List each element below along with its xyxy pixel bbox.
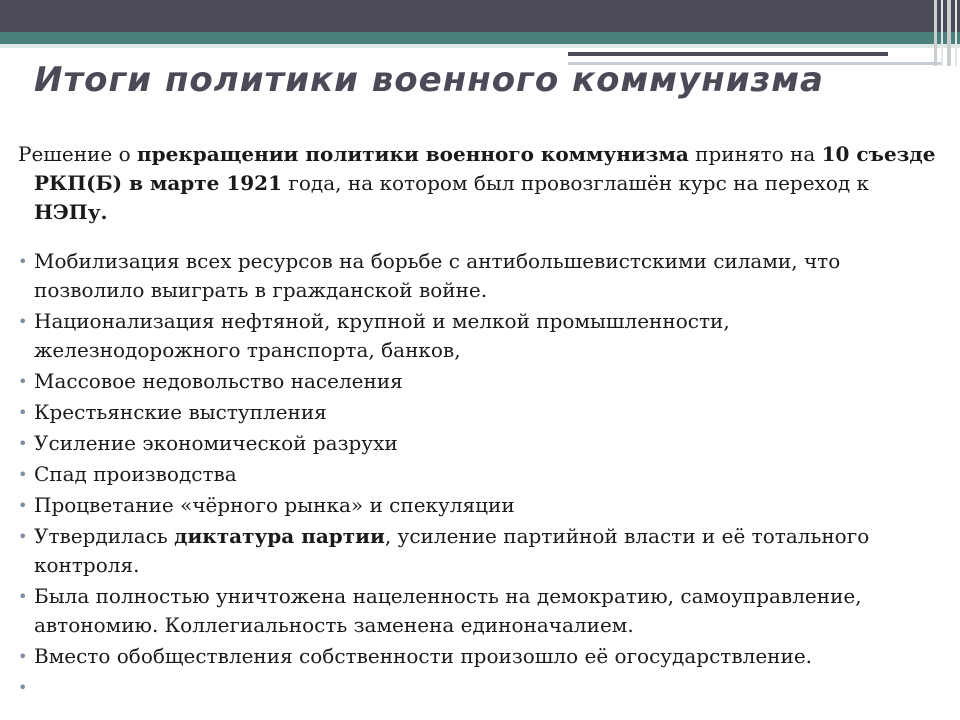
intro-bold-1: прекращении политики военного коммунизма (136, 142, 689, 166)
list-item-text: Утвердилась (34, 524, 175, 548)
list-item-text: Массовое недовольство населения (34, 369, 403, 393)
intro-text-3: года, на котором был провозглашён курс на переход к (282, 171, 870, 195)
bullet-icon: • (18, 647, 28, 666)
bullet-icon: • (18, 434, 28, 453)
title-accent-line (568, 52, 888, 56)
list-item (18, 522, 938, 580)
list-item-text: Была полностью уничтожена нацеленность на демократию, самоуправление, автономию. Коллегиальность заменена единоначалием. (34, 584, 862, 637)
intro-paragraph (18, 140, 938, 227)
bullet-icon: • (18, 527, 28, 546)
list-item-text: , усиление партийной власти и её тотального контроля. (34, 524, 870, 577)
list-item (18, 247, 938, 305)
list-item-text: Вместо обобществления собственности произошло её огосударствление. (34, 644, 813, 668)
intro-bold-2: 10 съезде РКП(Б) в марте 1921 (34, 142, 936, 195)
slide-content (18, 140, 938, 697)
bullet-icon: • (18, 312, 28, 331)
list-item-text: Мобилизация всех ресурсов на борьбе с антибольшевистскими силами, что позволило выиграть в гражданской войне. (34, 249, 841, 302)
list-item-text: Национализация нефтяной, крупной и мелкой промышленности, железнодорожного транспорта, банков, (34, 309, 730, 362)
bullet-icon: • (18, 403, 28, 422)
bullet-icon: • (18, 678, 28, 697)
list-item-text: Усиление экономической разрухи (34, 431, 398, 455)
bullet-icon: • (18, 587, 28, 606)
bullet-icon: • (18, 372, 28, 391)
list-item (18, 491, 938, 520)
list-item-bold: диктатура партии (174, 524, 385, 548)
list-item (18, 307, 938, 365)
list-item-text: Процветание «чёрного рынка» и спекуляции (34, 493, 515, 517)
bullet-icon: • (18, 465, 28, 484)
intro-text-2: принято на (688, 142, 822, 166)
intro-bold-3: НЭПу. (34, 200, 108, 224)
list-item (18, 429, 938, 458)
bullet-icon: • (18, 496, 28, 515)
list-item-text: Спад производства (34, 462, 237, 486)
bullet-icon: • (18, 252, 28, 271)
header-band-teal (0, 32, 960, 44)
list-item (18, 642, 938, 671)
list-item (18, 367, 938, 396)
intro-text-1: Решение о (18, 142, 137, 166)
bullet-list (18, 247, 938, 697)
header-band-dark (0, 0, 960, 32)
list-item (18, 398, 938, 427)
decorative-stripes (932, 0, 960, 66)
slide-title: Итоги политики военного коммунизма (34, 60, 825, 100)
header-band-light (0, 44, 960, 48)
list-item (18, 582, 938, 640)
list-item (18, 460, 938, 489)
list-item-text: Крестьянские выступления (34, 400, 327, 424)
